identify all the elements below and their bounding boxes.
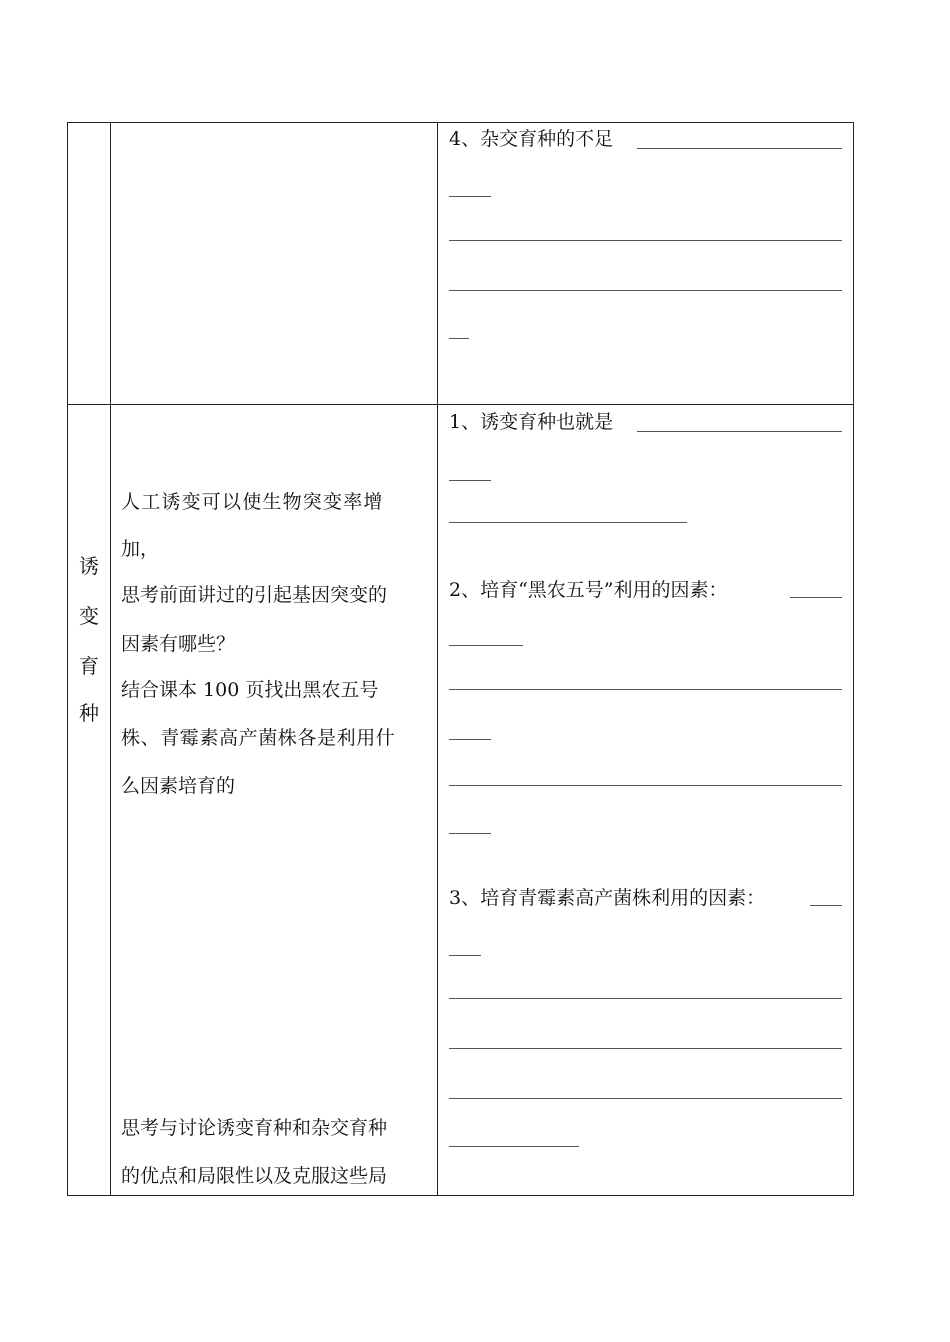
prompt-line: 株、青霉素高产菌株各是利用什 bbox=[121, 727, 396, 749]
answer-blank[interactable] bbox=[449, 480, 491, 481]
answer-blank[interactable] bbox=[449, 645, 523, 646]
answer-blank[interactable] bbox=[449, 833, 491, 834]
prompt-line: 思考前面讲过的引起基因突变的 bbox=[121, 584, 388, 606]
answer-blank[interactable] bbox=[449, 522, 687, 523]
prompt-line: 么因素培育的 bbox=[121, 775, 236, 797]
label-char: 变 bbox=[79, 604, 99, 628]
prompt-line: 人工诱变可以使生物突变率增 bbox=[121, 491, 384, 513]
answer-blank[interactable] bbox=[449, 785, 842, 786]
answer-blank[interactable] bbox=[449, 1048, 842, 1049]
question-4-text: 4、杂交育种的不足 bbox=[449, 128, 614, 150]
answer-blank[interactable] bbox=[810, 905, 842, 906]
answer-blank[interactable] bbox=[449, 689, 842, 690]
answer-blank[interactable] bbox=[449, 1098, 842, 1099]
column-divider-2 bbox=[437, 122, 438, 1196]
table-right-border bbox=[853, 122, 854, 1196]
answer-blank[interactable] bbox=[449, 240, 842, 241]
answer-blank[interactable] bbox=[449, 739, 491, 740]
table-bottom-border bbox=[67, 1195, 854, 1196]
answer-blank[interactable] bbox=[637, 431, 842, 432]
label-char: 诱 bbox=[79, 554, 99, 578]
answer-blank[interactable] bbox=[449, 196, 491, 197]
prompt-line: 的优点和局限性以及克服这些局 bbox=[121, 1165, 388, 1187]
answer-blank[interactable] bbox=[449, 1146, 579, 1147]
label-char: 育 bbox=[79, 654, 99, 678]
prompt-line: 因素有哪些？ bbox=[121, 633, 236, 655]
answer-blank[interactable] bbox=[449, 998, 842, 999]
question-2-text: 2、培育“黑农五号”利用的因素： bbox=[449, 579, 728, 601]
table-top-border bbox=[67, 122, 854, 123]
prompt-line: 结合课本 100 页找出黑农五号 bbox=[121, 679, 379, 701]
row-divider bbox=[67, 404, 854, 405]
answer-blank[interactable] bbox=[637, 148, 842, 149]
answer-blank[interactable] bbox=[449, 338, 469, 339]
answer-blank[interactable] bbox=[790, 597, 842, 598]
prompt-line: 加， bbox=[121, 538, 160, 560]
label-char: 种 bbox=[79, 701, 99, 725]
question-1-text: 1、诱变育种也就是 bbox=[449, 411, 614, 433]
prompt-line: 思考与讨论诱变育种和杂交育种 bbox=[121, 1117, 388, 1139]
answer-blank[interactable] bbox=[449, 290, 842, 291]
question-3-text: 3、培育青霉素高产菌株利用的因素： bbox=[449, 887, 766, 909]
answer-blank[interactable] bbox=[449, 955, 481, 956]
